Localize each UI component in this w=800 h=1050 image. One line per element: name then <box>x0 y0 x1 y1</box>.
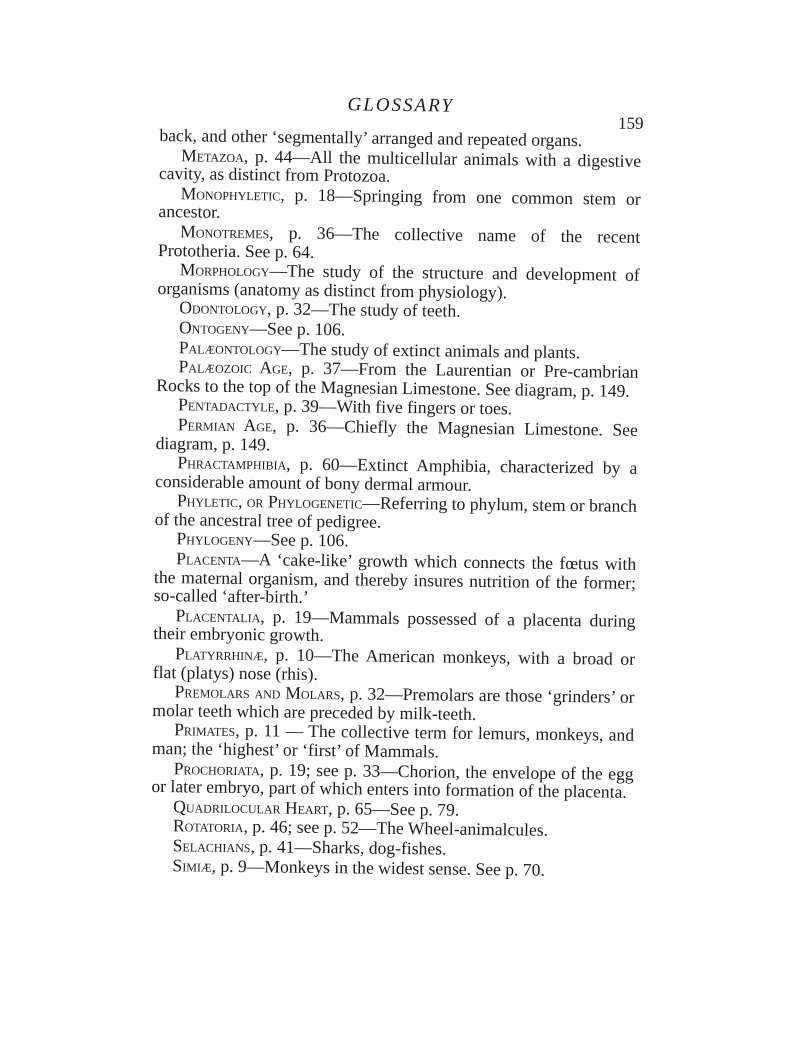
glossary-entry <box>153 606 635 649</box>
entry-term: Placentalia <box>175 605 261 627</box>
entry-definition: , p. 39—With five fingers or toes. <box>274 395 513 419</box>
glossary-entry <box>159 146 641 189</box>
entry-definition: , p. 9—Monkeys in the widest sense. See p. 70. <box>211 855 545 880</box>
page-number: 159 <box>617 113 644 133</box>
book-page <box>150 86 642 881</box>
entry-definition: , p. 32—Premolars are those ‘grinders’ or molar teeth which are preceded by milk-teeth. <box>152 683 635 724</box>
entry-definition: —See p. 106. <box>252 529 349 551</box>
entry-definition: , p. 65—See p. 79. <box>328 797 460 820</box>
glossary-entry <box>156 357 638 400</box>
entry-definition: , p. 37—From the Laurentian or Pre-cambrian Rocks to the top of the Magnesian Limestone. See diagram, p. 149. <box>156 357 639 401</box>
entry-definition: , p. 44—All the multicellular animals with a digestive cavity, as distinct from Protozoa. <box>158 145 642 187</box>
entry-definition: —Referring to phylum, stem or branch of the ancestral tree of pedigree. <box>154 492 638 532</box>
glossary-entry <box>156 415 638 458</box>
entry-definition: , p. 10—The American monkeys, with a broad or flat (platys) nose (rhis). <box>152 644 636 684</box>
entry-definition: —A ‘cake-like’ growth which connects the fœtus with the maternal organism, and thereby insures nutrition of the former; so-called ‘after-birth.’ <box>153 549 637 608</box>
glossary-entry <box>152 720 634 763</box>
entry-term: Simiæ <box>172 854 212 876</box>
entry-term: Phylogeny <box>176 528 254 550</box>
entry-definition: , p. 36—The collective name of the recent Prototheria. See p. 64. <box>157 222 641 262</box>
entry-term: Palæozoic Age <box>178 356 289 378</box>
page-title: GLOSSARY <box>347 94 455 117</box>
entry-definition: , p. 19; see p. 33—Chorion, the envelope of the egg or later embryo, part of which enters into formation of the placenta. <box>151 758 634 802</box>
entry-term: Morphology <box>179 259 270 281</box>
entry-term: Phyletic, or Phylogenetic <box>176 490 363 513</box>
entry-term: Selachians <box>172 835 251 857</box>
entry-term: Permian Age <box>177 414 273 436</box>
entry-definition: —See p. 106. <box>249 318 346 340</box>
entry-definition: —The study of the structure and development of organisms (anatomy as distinct from physiology). <box>157 260 640 303</box>
entry-definition: , p. 32—The study of teeth. <box>266 298 461 322</box>
glossary-list <box>150 126 641 880</box>
entry-term: Metazoa <box>181 144 244 166</box>
glossary-entry <box>155 491 637 534</box>
glossary-entry <box>151 759 633 802</box>
entry-term: Monotremes <box>180 221 270 243</box>
entry-term: Quadrilocular Heart <box>173 795 329 818</box>
entry-term: Ontogeny <box>178 317 250 339</box>
entry-term: Pentadactyle <box>177 394 276 416</box>
entry-definition: back, and other ‘segmentally’ arranged and repeated organs. <box>159 124 583 151</box>
entry-definition: , p. 41—Sharks, dog-fishes. <box>250 836 447 859</box>
entry-term: Platyrrhinæ <box>174 643 264 665</box>
entry-term: Phractamphibia <box>177 452 287 474</box>
entry-term: Prochoriata <box>173 757 260 779</box>
glossary-entry <box>158 184 640 227</box>
entry-definition: —The study of extinct animals and plants. <box>281 338 581 362</box>
glossary-entry <box>154 549 637 611</box>
entry-term: Palæontology <box>178 336 282 359</box>
entry-term: Monophyletic <box>180 183 281 205</box>
entry-definition: , p. 19—Mammals possessed of a placenta during their embryonic growth. <box>153 606 636 646</box>
glossary-entry <box>152 682 634 725</box>
entry-term: Placenta <box>176 548 242 570</box>
glossary-entry <box>155 453 637 496</box>
entry-term: Premolars and Molars <box>174 681 341 704</box>
entry-term: Primates <box>174 719 236 741</box>
glossary-entry <box>158 222 640 265</box>
entry-term: Rotatoria <box>172 815 244 837</box>
glossary-entry <box>153 644 635 687</box>
entry-definition: , p. 60—Extinct Amphibia, characterized by a considerable amount of bony dermal armour. <box>155 453 638 495</box>
entry-definition: , p. 46; see p. 52—The Wheel-animalcules. <box>243 816 549 841</box>
entry-definition: , p. 11 — The collective term for lemurs, monkeys, and man; the ‘highest’ or ‘first’ of Mammals. <box>151 720 635 762</box>
glossary-entry <box>157 260 639 303</box>
running-head <box>160 86 642 132</box>
entry-term: Odontology <box>179 297 268 319</box>
entry-definition: , p. 36—Chiefly the Magnesian Limestone. See diagram, p. 149. <box>155 415 638 454</box>
entry-definition: , p. 18—Springing from one common stem or ancestor. <box>158 184 641 223</box>
